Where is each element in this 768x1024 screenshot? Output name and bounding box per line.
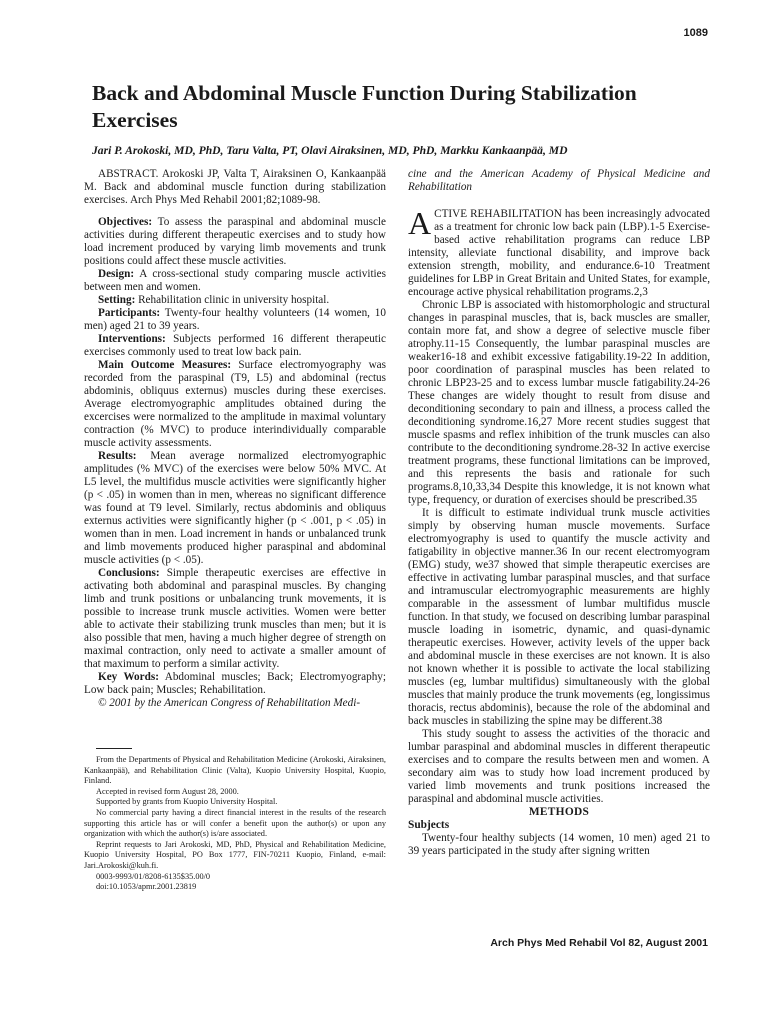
- abstract-objectives: [84, 216, 386, 268]
- copyright-line: © 2001 by the American Congress of Rehabilitation Medi-: [98, 697, 361, 709]
- footnote-line: Supported by grants from Kuopio University Hospital.: [96, 797, 278, 807]
- results-label: Results:: [98, 450, 137, 462]
- copyright-continuation: cine and the American Academy of Physical Medicine and Rehabilitation: [408, 168, 710, 193]
- methods-heading: METHODS: [528, 806, 590, 818]
- footnote-line: doi:10.1053/apmr.2001.23819: [96, 882, 197, 892]
- interventions-label: Interventions:: [98, 333, 166, 345]
- participants-text: Twenty-four healthy volunteers (14 women, 10 men) aged 21 to 39 years.: [84, 307, 386, 332]
- subjects-heading: Subjects: [408, 819, 450, 831]
- drop-cap: A: [408, 205, 432, 241]
- abstract-conclusions: [84, 567, 386, 671]
- design-label: Design:: [98, 268, 135, 280]
- footnote-divider: [96, 748, 132, 749]
- design-text: A cross-sectional study comparing muscle activities between men and women.: [84, 268, 386, 293]
- intro-paragraph-4: This study sought to assess the activities of the thoracic and lumbar paraspinal and abdominal muscles in different therapeutic exercises and to compare the results between men and women. A secondary aim was to study how load increment produced by varied limb movements and trunk positions increased the paraspinal and abdominal muscle activities.: [408, 728, 710, 805]
- abstract-results: [84, 450, 386, 567]
- abstract-design: [84, 268, 386, 294]
- abstract-setting: [84, 294, 386, 307]
- abstract-keywords: [84, 671, 386, 697]
- footnote-line: Accepted in revised form August 28, 2000.: [96, 786, 239, 796]
- intro-paragraph-3: It is difficult to estimate individual trunk muscle activities simply by observing human muscle movements. Surface electromyography is used to quantify the muscle activity and fatigability in objective manner.36 In our recent electromyogram (EMG) study, we37 showed that simple therapeutic exercises are effective in activating lumbar paraspinal muscles, and that surface and intramuscular electromyographic measurements are highly comparable in the assessment of lumbar multifidus muscle function. In that study, we focused on describing lumbar paraspinal muscle loading in isometric, dynamic, and quasi-dynamic therapeutic exercises. However, activity levels of the upper back and abdominal muscle in these exercises are not known. It is also not known whether it is possible to activate the local stabilizing muscles (eg, lumbar multifidus) simultaneously with the global muscles that mainly produce the trunk movements (eg, longissimus thoracis, rectus abdominis), because the role of the abdominal and back muscles in stabilizing the spine may be different.38: [408, 507, 710, 727]
- keywords-label: Key Words:: [98, 671, 159, 683]
- article-title: Back and Abdominal Muscle Function During Stabilization Exercises: [92, 81, 637, 132]
- right-column: [408, 168, 710, 858]
- footnotes: [84, 755, 386, 893]
- author-list: Jari P. Arokoski, MD, PhD, Taru Valta, PT, Olavi Airaksinen, MD, PhD, Markku Kankaanpää, MD: [92, 144, 568, 157]
- left-column: [84, 168, 386, 893]
- abstract-measures: [84, 359, 386, 450]
- objectives-label: Objectives:: [98, 216, 153, 228]
- setting-text: Rehabilitation clinic in university hospital.: [138, 294, 330, 306]
- objectives-text: To assess the paraspinal and abdominal muscle activities during different therapeutic exercises and to study how load increment produced by varying limb movements and trunk positions could affect these muscle activities.: [84, 216, 386, 267]
- subjects-paragraph: Twenty-four healthy subjects (14 women, 10 men) aged 21 to 39 years participated in the study after signing written: [408, 832, 710, 857]
- intro-paragraph-2: Chronic LBP is associated with histomorphologic and structural changes in paraspinal muscles, that is, back muscles are smaller, contain more fat, and show a degree of selective muscle fiber atrophy.11-15 Consequently, the lumbar paraspinal muscles are weaker16-18 and exhibit excessive fatigability.19-22 In addition, poor coordination of paraspinal muscles has been related to chronic LBP23-25 and to excess lumbar muscle fatigability.24-26 These changes are widely thought to result from disuse and deconditioning secondary to pain and illness, a process called the deconditioning syndrome.16,27 More recent studies suggest that muscle spasms and reflex inhibition of the trunk muscles can also contribute to the deconditioning syndrome.28-32 In active exercise treatment programs, these functional limitations can be improved, and this represents the basis and rationale for such programs.8,10,33,34 Despite this knowledge, it is not known what type, frequency, or duration of exercises should be prescribed.35: [408, 299, 710, 506]
- footnote-line: No commercial party having a direct financial interest in the results of the research supporting this article has or will confer a benefit upon the author(s) or upon any organization with which the author(s) is/are associated.: [84, 807, 386, 839]
- conclusions-label: Conclusions:: [98, 567, 160, 579]
- keywords-text: Abdominal muscles; Back; Electromyography; Low back pain; Muscles; Rehabilitation.: [84, 671, 386, 696]
- abstract-participants: [84, 307, 386, 333]
- setting-label: Setting:: [98, 294, 136, 306]
- conclusions-text: Simple therapeutic exercises are effective in activating both abdominal and paraspinal muscles. By changing limb and trunk positions or unbalancing trunk movements, it is possible to increase trunk muscle activities. Women were better able to activate their stabilizing trunk muscles than men; but it is also possible that men, having a much higher degree of strength on maximal contraction, only need to activate a smaller amount of that maximum to perform a similar activity.: [84, 567, 387, 670]
- footnote-line: From the Departments of Physical and Rehabilitation Medicine (Arokoski, Airaksinen, Kankaanpää), and Rehabilitation Clinic (Valta), Kuopio University Hospital, Kuopio, Finland.: [84, 755, 386, 786]
- intro-paragraph-1: [408, 205, 710, 299]
- page-number: 1089: [683, 27, 708, 39]
- footnote-line: 0003-9993/01/8208-6135$35.00/0: [96, 871, 211, 881]
- results-text: Mean average normalized electromyographic amplitudes (% MVC) of the exercises were below 50% MVC. At L5 level, the multifidus muscle activities were significantly higher (p < .05) in women than in men, whereas no significant difference was found at T9 level. Similarly, rectus abdominis and obliquus externus activities were significantly higher (p < .001, p < .05) in women than in men. Load increment in hands or unbalanced trunk and limb movements produced higher paraspinal and abdominal muscle activities (p < .05).: [84, 450, 387, 566]
- footnote-line: Reprint requests to Jari Arokoski, MD, PhD, Physical and Rehabilitation Medicine, Kuopio University Hospital, PO Box 1777, FIN-70211 Kuopio, Finland, e-mail: Jari.Arokoski@kuh.fi.: [84, 839, 386, 870]
- measures-text: Surface electromyography was recorded from the paraspinal (T9, L5) and abdominal (rectus abdominis, obliquus externus) muscles during these exercises. Average electromyographic amplitudes obtained during the excercises were normalized to the amplitude in maximal voluntary contraction (% MVC) to produce interindividually comparable muscle activity assessments.: [84, 359, 386, 449]
- participants-label: Participants:: [98, 307, 161, 319]
- abstract-citation: ABSTRACT. Arokoski JP, Valta T, Airaksinen O, Kankaanpää M. Back and abdominal muscle function during stabilization exercises. Arch Phys Med Rehabil 2001;82;1089-98.: [84, 168, 386, 206]
- running-footer: Arch Phys Med Rehabil Vol 82, August 2001: [490, 937, 708, 949]
- intro-text-1: CTIVE REHABILITATION has been increasingly advocated as a treatment for chronic low back pain (LBP).1-5 Exercise-based active rehabilitation programs can reduce LBP intensity, alleviate functional disability, and improve back extension strength, mobility, and endurance.6-10 Treatment guidelines for LBP in Great Britain and United States, for example, encourage active physical rehabilitation programs.2,3: [408, 208, 710, 298]
- abstract-interventions: [84, 333, 386, 359]
- interventions-text: Subjects performed 16 different therapeutic exercises commonly used to treat low back pain.: [84, 333, 386, 358]
- measures-label: Main Outcome Measures:: [98, 359, 232, 371]
